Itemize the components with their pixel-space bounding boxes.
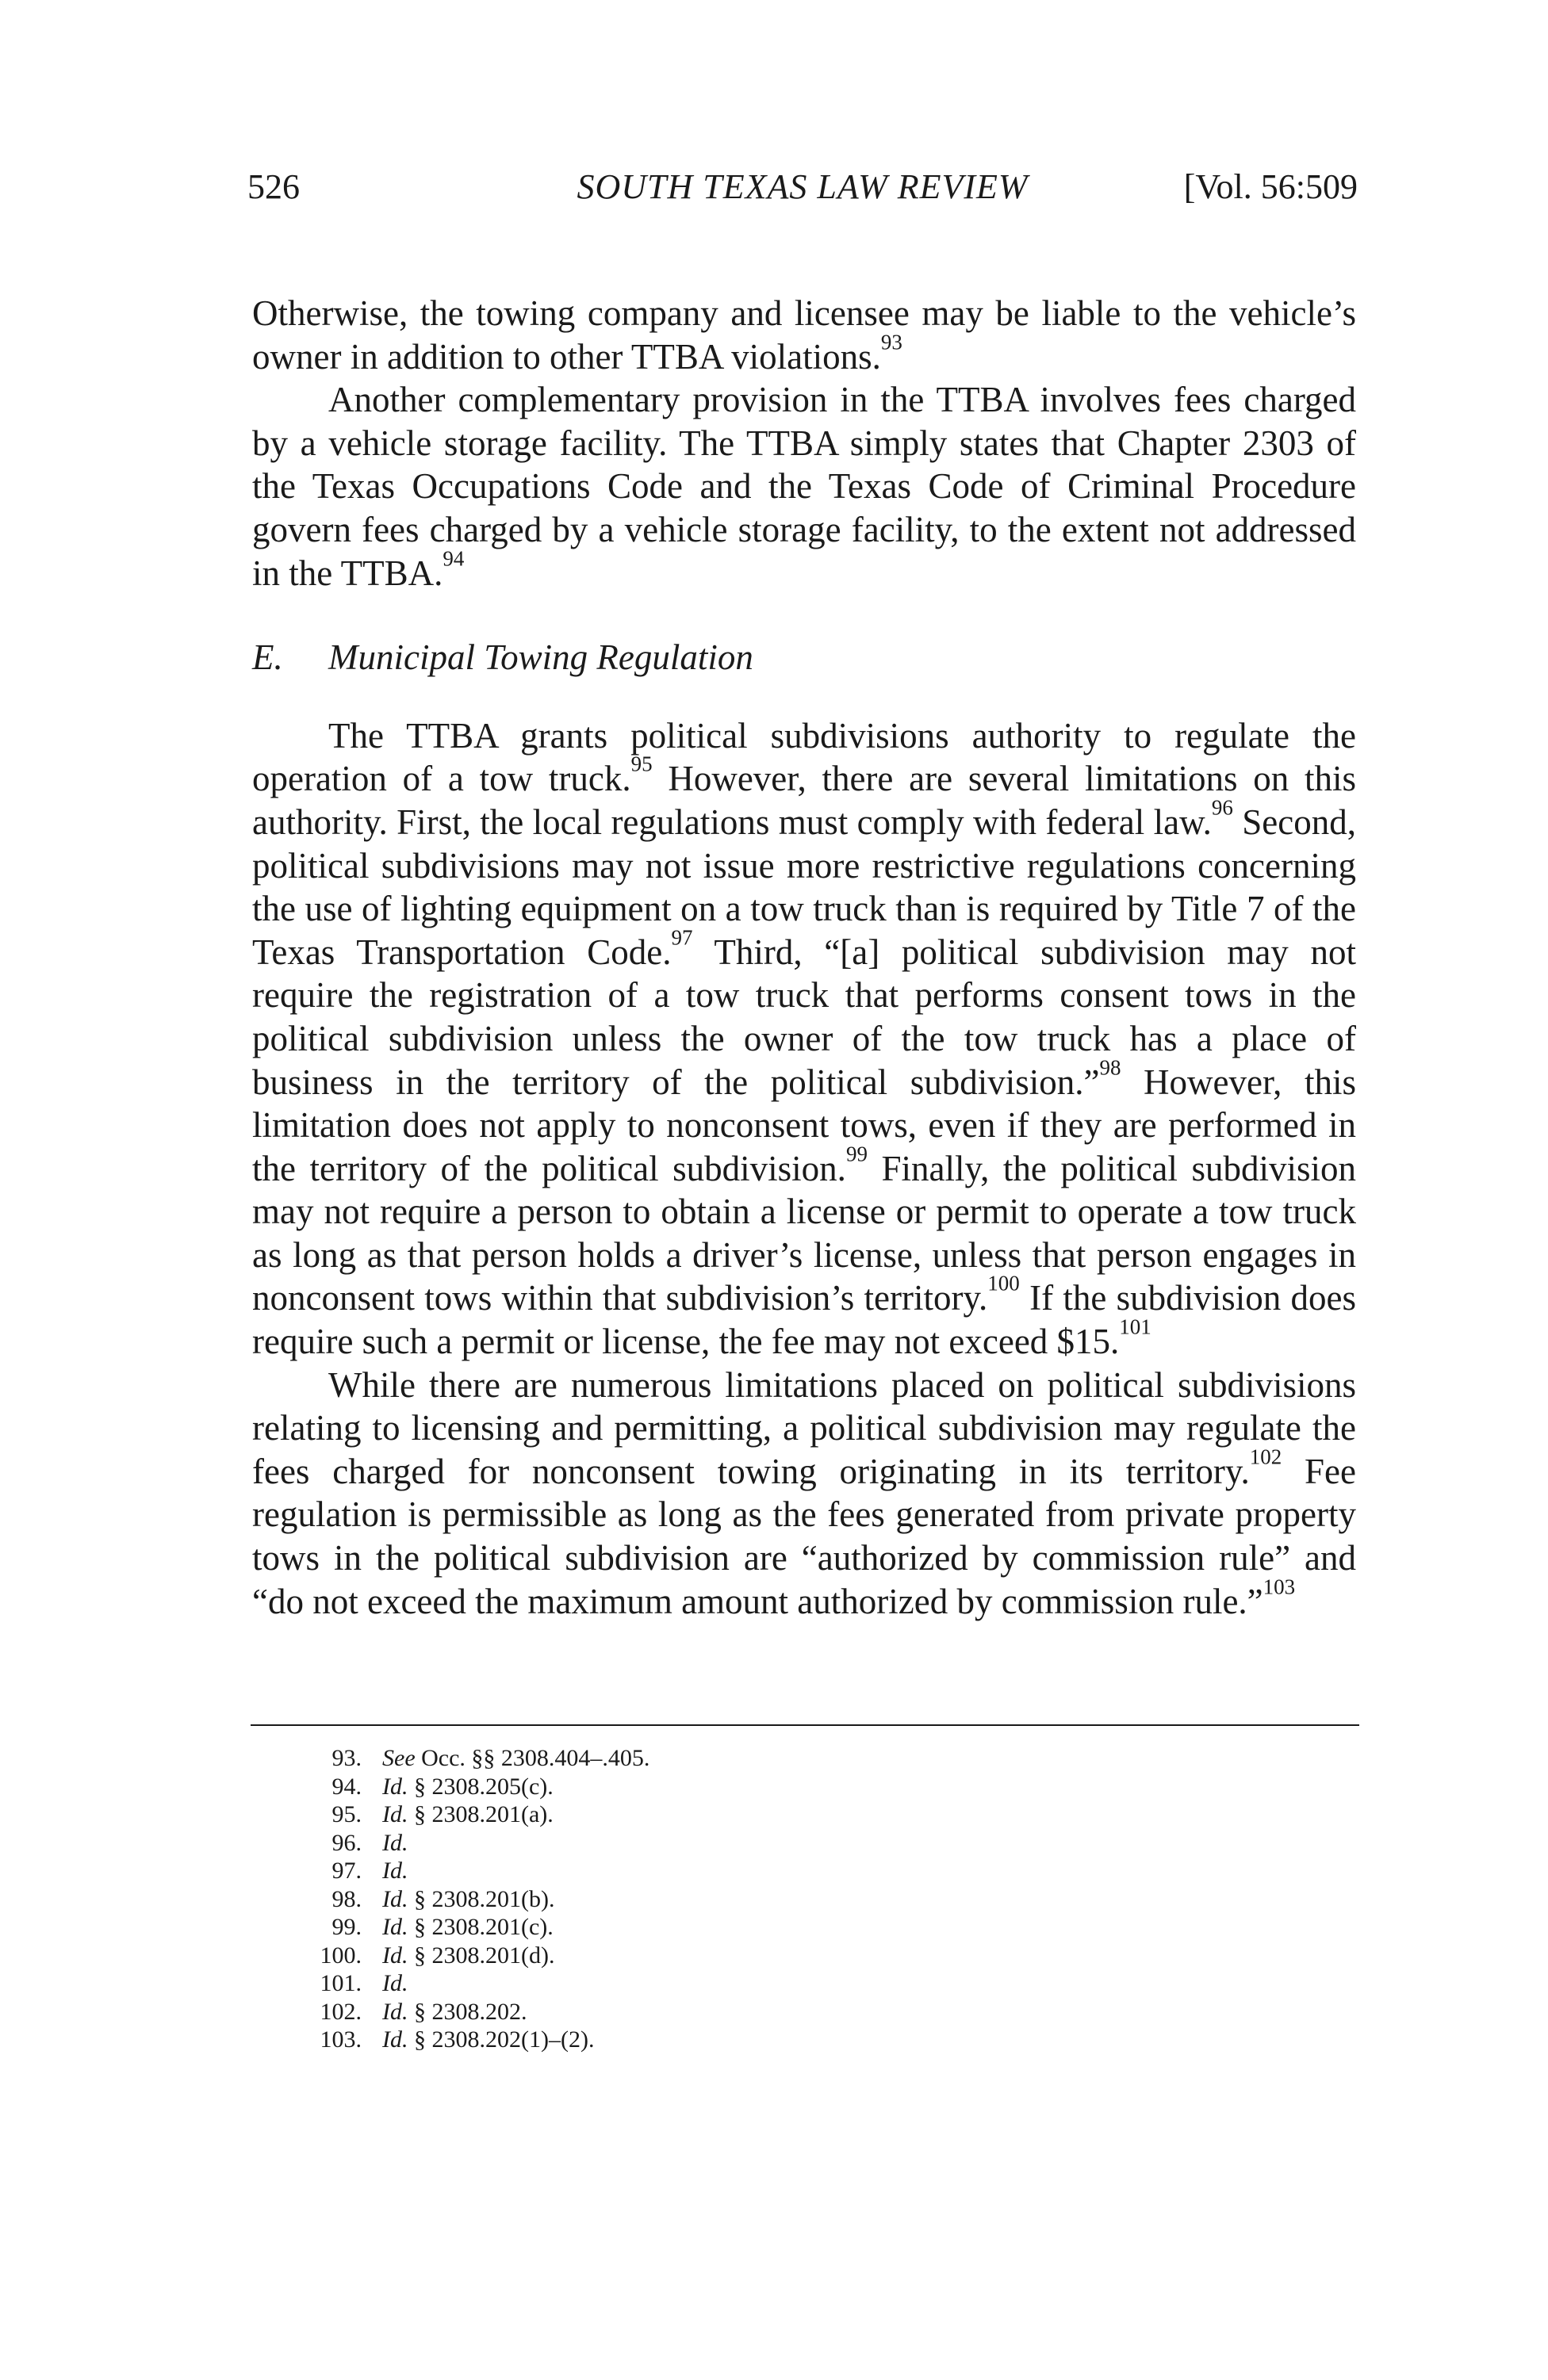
- footnote-ref[interactable]: 102: [1249, 1444, 1282, 1469]
- footnote-ref[interactable]: 101: [1119, 1314, 1151, 1339]
- page-number: 526: [247, 167, 300, 206]
- footnote-ref[interactable]: 99: [845, 1142, 868, 1166]
- paragraph-1: Otherwise, the towing company and licensee may be liable to the vehicle’s owner in addition to other TTBA violations.$^{93}$: [252, 293, 1356, 377]
- section-heading: [252, 636, 1356, 679]
- footnote-95: 95. Id. § 2308.201(a).: [331, 1801, 554, 1827]
- footnote-ref[interactable]: 96: [1211, 795, 1233, 820]
- footnote-94: 94. Id. § 2308.205(c).: [331, 1773, 554, 1800]
- footnote-100: 100. Id. § 2308.201(d).: [320, 1942, 555, 1969]
- footnote-divider: [251, 1724, 1359, 1726]
- footnote-ref[interactable]: 93: [880, 330, 902, 354]
- footnote-ref[interactable]: 95: [630, 752, 653, 777]
- footnote-98: 98. Id. § 2308.201(b).: [331, 1885, 555, 1912]
- footnote-ref[interactable]: 100: [987, 1272, 1020, 1296]
- footnote-96: 96. Id.: [331, 1829, 408, 1856]
- paragraph-4: While there are numerous limitations placed on political subdivisions relating to licensing and permitting, a political subdivision may regulate the fees charged for nonconsent towing originating in its territory.$^{102}$ Fee regulation is permissible as long as the fees generated from private property tows in the political subdivision are “authorized by commission rule” and “do not exceed the maximum amount authorized by commission rule.”$^{103}$: [252, 1364, 1356, 1621]
- footnote-103: 103. Id. § 2308.202(1)–(2).: [320, 2026, 595, 2053]
- running-header: [247, 166, 1358, 214]
- footnote-ref[interactable]: 97: [671, 925, 693, 950]
- footnote-ref[interactable]: 103: [1263, 1575, 1296, 1599]
- paragraph-3: The TTBA grants political subdivisions authority to regulate the operation of a tow truck.$^{95}$ However, there are several limitations on this authority. First, the local regulations must comply with federal law.$^{96}$ Second, political subdivisions may not issue more restrictive regulations concerning the use of lighting equipment on a tow truck than is required by Title 7 of the Texas Transportation Code.$^{97}$ Third, “[a] political subdivision may not require the registration of a tow truck that performs consent tows in the political subdivision unless the owner of the tow truck has a place of business in the territory of the political subdivision.”$^{98}$ However, this limitation does not apply to nonconsent tows, even if they are performed in the territory of the political subdivision.$^{99}$ Finally, the political subdivision may not require a person to obtain a license or permit to operate a tow truck as long as that person holds a driver’s license, unless that person engages in nonconsent tows within that subdivision’s territory.$^{100}$ If the subdivision does require such a permit or license, the fee may not exceed $15.$^{101}$: [252, 715, 1356, 1362]
- section-title: Municipal Towing Regulation: [328, 637, 753, 678]
- article-body: [252, 292, 1356, 1623]
- footnote-ref[interactable]: 94: [443, 546, 465, 571]
- journal-title: SOUTH TEXAS LAW REVIEW: [577, 167, 1029, 206]
- footnote-102: 102. Id. § 2308.202.: [320, 1998, 527, 2025]
- footnote-93: 93. See Occ. §§ 2308.404–.405.: [331, 1745, 650, 1771]
- volume-citation: [Vol. 56:509: [1183, 167, 1358, 206]
- footnote-97: 97. Id.: [331, 1858, 408, 1884]
- section-letter: E.: [252, 637, 283, 678]
- footnote-101: 101. Id.: [320, 1970, 408, 1996]
- footnote-99: 99. Id. § 2308.201(c).: [331, 1914, 554, 1940]
- footnotes: [252, 1744, 1356, 2054]
- paragraph-2: Another complementary provision in the TTBA involves fees charged by a vehicle storage facility. The TTBA simply states that Chapter 2303 of the Texas Occupations Code and the Texas Code of Criminal Procedure govern fees charged by a vehicle storage facility, to the extent not addressed in the TTBA.$^{94}$: [252, 380, 1356, 593]
- footnote-ref[interactable]: 98: [1099, 1055, 1121, 1080]
